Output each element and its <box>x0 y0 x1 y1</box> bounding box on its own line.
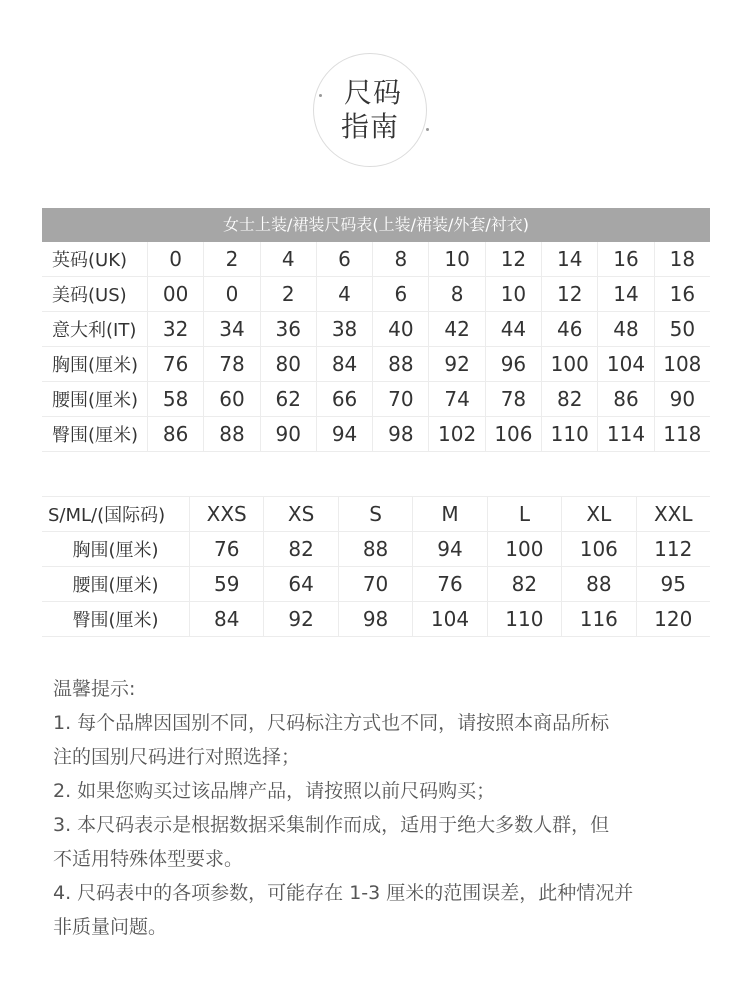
table-cell: 60 <box>203 382 259 416</box>
table-cell: 4 <box>316 277 372 311</box>
badge-left-dot <box>319 94 322 97</box>
table-cell: 86 <box>597 382 653 416</box>
table-row <box>42 312 710 347</box>
table-cell: 2 <box>260 277 316 311</box>
table-cell: 86 <box>147 417 203 451</box>
table-cell: 58 <box>147 382 203 416</box>
table-cell: 16 <box>597 242 653 276</box>
tips-section <box>53 672 723 944</box>
table-cell: 12 <box>541 277 597 311</box>
row-label: 腰围(厘米) <box>52 390 139 411</box>
table-cell: 110 <box>487 602 561 636</box>
table-cell: 114 <box>597 417 653 451</box>
table-cell: 46 <box>541 312 597 346</box>
table-cell: 32 <box>147 312 203 346</box>
table-cell: 94 <box>316 417 372 451</box>
table-cell: 0 <box>147 242 203 276</box>
table-cell: 88 <box>372 347 428 381</box>
table-cell: 8 <box>428 277 484 311</box>
table-cell: 100 <box>541 347 597 381</box>
table-cell: 76 <box>147 347 203 381</box>
table-cell: 106 <box>561 532 635 566</box>
table-cell: 92 <box>263 602 337 636</box>
size-header: M <box>412 497 486 531</box>
table-row <box>42 602 710 637</box>
table-header-row <box>42 497 710 532</box>
tips-heading: 温馨提示: <box>53 678 136 700</box>
tip-line: 不适用特殊体型要求。 <box>53 848 244 870</box>
table-cell: 76 <box>412 567 486 601</box>
table-cell: 84 <box>316 347 372 381</box>
table-cell: 66 <box>316 382 372 416</box>
size-header: XL <box>561 497 635 531</box>
table-cell: 6 <box>372 277 428 311</box>
size-header: XXL <box>636 497 710 531</box>
table-cell: 59 <box>189 567 263 601</box>
tip-line: 3. 本尺码表示是根据数据采集制作而成，适用于绝大多数人群，但 <box>53 814 610 836</box>
tip-line: 4. 尺码表中的各项参数，可能存在 1-3 厘米的范围误差，此种情况并 <box>53 882 634 904</box>
size-header: XXS <box>189 497 263 531</box>
table-cell: 64 <box>263 567 337 601</box>
international-size-table <box>42 496 710 637</box>
table-cell: 8 <box>372 242 428 276</box>
table-cell: 14 <box>597 277 653 311</box>
table-cell: 38 <box>316 312 372 346</box>
table-cell: 98 <box>338 602 412 636</box>
row-label: 英码(UK) <box>52 250 128 271</box>
table-cell: 110 <box>541 417 597 451</box>
table-cell: 116 <box>561 602 635 636</box>
table-cell: 112 <box>636 532 710 566</box>
table-cell: 36 <box>260 312 316 346</box>
badge-line-2: 指南 <box>340 110 399 143</box>
table-row <box>42 567 710 602</box>
womens-size-table <box>42 208 710 452</box>
table-cell: 4 <box>260 242 316 276</box>
table-row <box>42 382 710 417</box>
tip-line: 1. 每个品牌因国别不同，尺码标注方式也不同，请按照本商品所标 <box>53 712 610 734</box>
table-cell: 84 <box>189 602 263 636</box>
row-label: 臀围(厘米) <box>52 425 139 446</box>
table-cell: 48 <box>597 312 653 346</box>
table-cell: 62 <box>260 382 316 416</box>
table-cell: 40 <box>372 312 428 346</box>
table-cell: 10 <box>428 242 484 276</box>
table-cell: 94 <box>412 532 486 566</box>
table-row <box>42 417 710 452</box>
table-cell: 82 <box>263 532 337 566</box>
badge-line-1: 尺码 <box>343 76 402 109</box>
table-row <box>42 347 710 382</box>
table-cell: 50 <box>654 312 710 346</box>
table-cell: 95 <box>636 567 710 601</box>
table-cell: 70 <box>372 382 428 416</box>
table-cell: 0 <box>203 277 259 311</box>
table-cell: 42 <box>428 312 484 346</box>
table-cell: 6 <box>316 242 372 276</box>
table-cell: 88 <box>338 532 412 566</box>
tip-line: 注的国别尺码进行对照选择； <box>53 746 301 768</box>
row-label: 腰围(厘米) <box>72 575 159 596</box>
table-cell: 2 <box>203 242 259 276</box>
row-label: 美码(US) <box>52 285 127 306</box>
table-cell: 102 <box>428 417 484 451</box>
table-cell: 92 <box>428 347 484 381</box>
row-label: 臀围(厘米) <box>72 610 159 631</box>
table-cell: 104 <box>597 347 653 381</box>
table-cell: 76 <box>189 532 263 566</box>
table-cell: 88 <box>561 567 635 601</box>
table-cell: 44 <box>485 312 541 346</box>
header-label: S/ML/(国际码) <box>48 505 166 526</box>
size-header: S <box>338 497 412 531</box>
table-cell: 88 <box>203 417 259 451</box>
row-label: 胸围(厘米) <box>72 540 159 561</box>
table-cell: 90 <box>654 382 710 416</box>
size-guide-badge <box>313 53 427 167</box>
table-cell: 106 <box>485 417 541 451</box>
table-cell: 96 <box>485 347 541 381</box>
table-cell: 82 <box>541 382 597 416</box>
table-cell: 78 <box>485 382 541 416</box>
table-cell: 10 <box>485 277 541 311</box>
table-row <box>42 277 710 312</box>
table-cell: 34 <box>203 312 259 346</box>
table-cell: 74 <box>428 382 484 416</box>
table-cell: 82 <box>487 567 561 601</box>
tip-line: 2. 如果您购买过该品牌产品，请按照以前尺码购买； <box>53 780 496 802</box>
table-cell: 18 <box>654 242 710 276</box>
table-cell: 100 <box>487 532 561 566</box>
size-header: XS <box>263 497 337 531</box>
table-cell: 108 <box>654 347 710 381</box>
table-cell: 80 <box>260 347 316 381</box>
table-cell: 14 <box>541 242 597 276</box>
table-row <box>42 242 710 277</box>
table-cell: 00 <box>147 277 203 311</box>
table-cell: 70 <box>338 567 412 601</box>
row-label: 胸围(厘米) <box>52 355 139 376</box>
table-cell: 12 <box>485 242 541 276</box>
size-header: L <box>487 497 561 531</box>
table-cell: 90 <box>260 417 316 451</box>
table-cell: 118 <box>654 417 710 451</box>
table-cell: 16 <box>654 277 710 311</box>
table-row <box>42 532 710 567</box>
table-cell: 78 <box>203 347 259 381</box>
table-cell: 98 <box>372 417 428 451</box>
badge-right-dot <box>426 128 429 131</box>
table-cell: 104 <box>412 602 486 636</box>
table-title: 女士上装/裙装尺码表(上装/裙装/外套/衬衣) <box>42 208 710 242</box>
row-label: 意大利(IT) <box>52 320 137 341</box>
table-cell: 120 <box>636 602 710 636</box>
tip-line: 非质量问题。 <box>53 916 168 938</box>
